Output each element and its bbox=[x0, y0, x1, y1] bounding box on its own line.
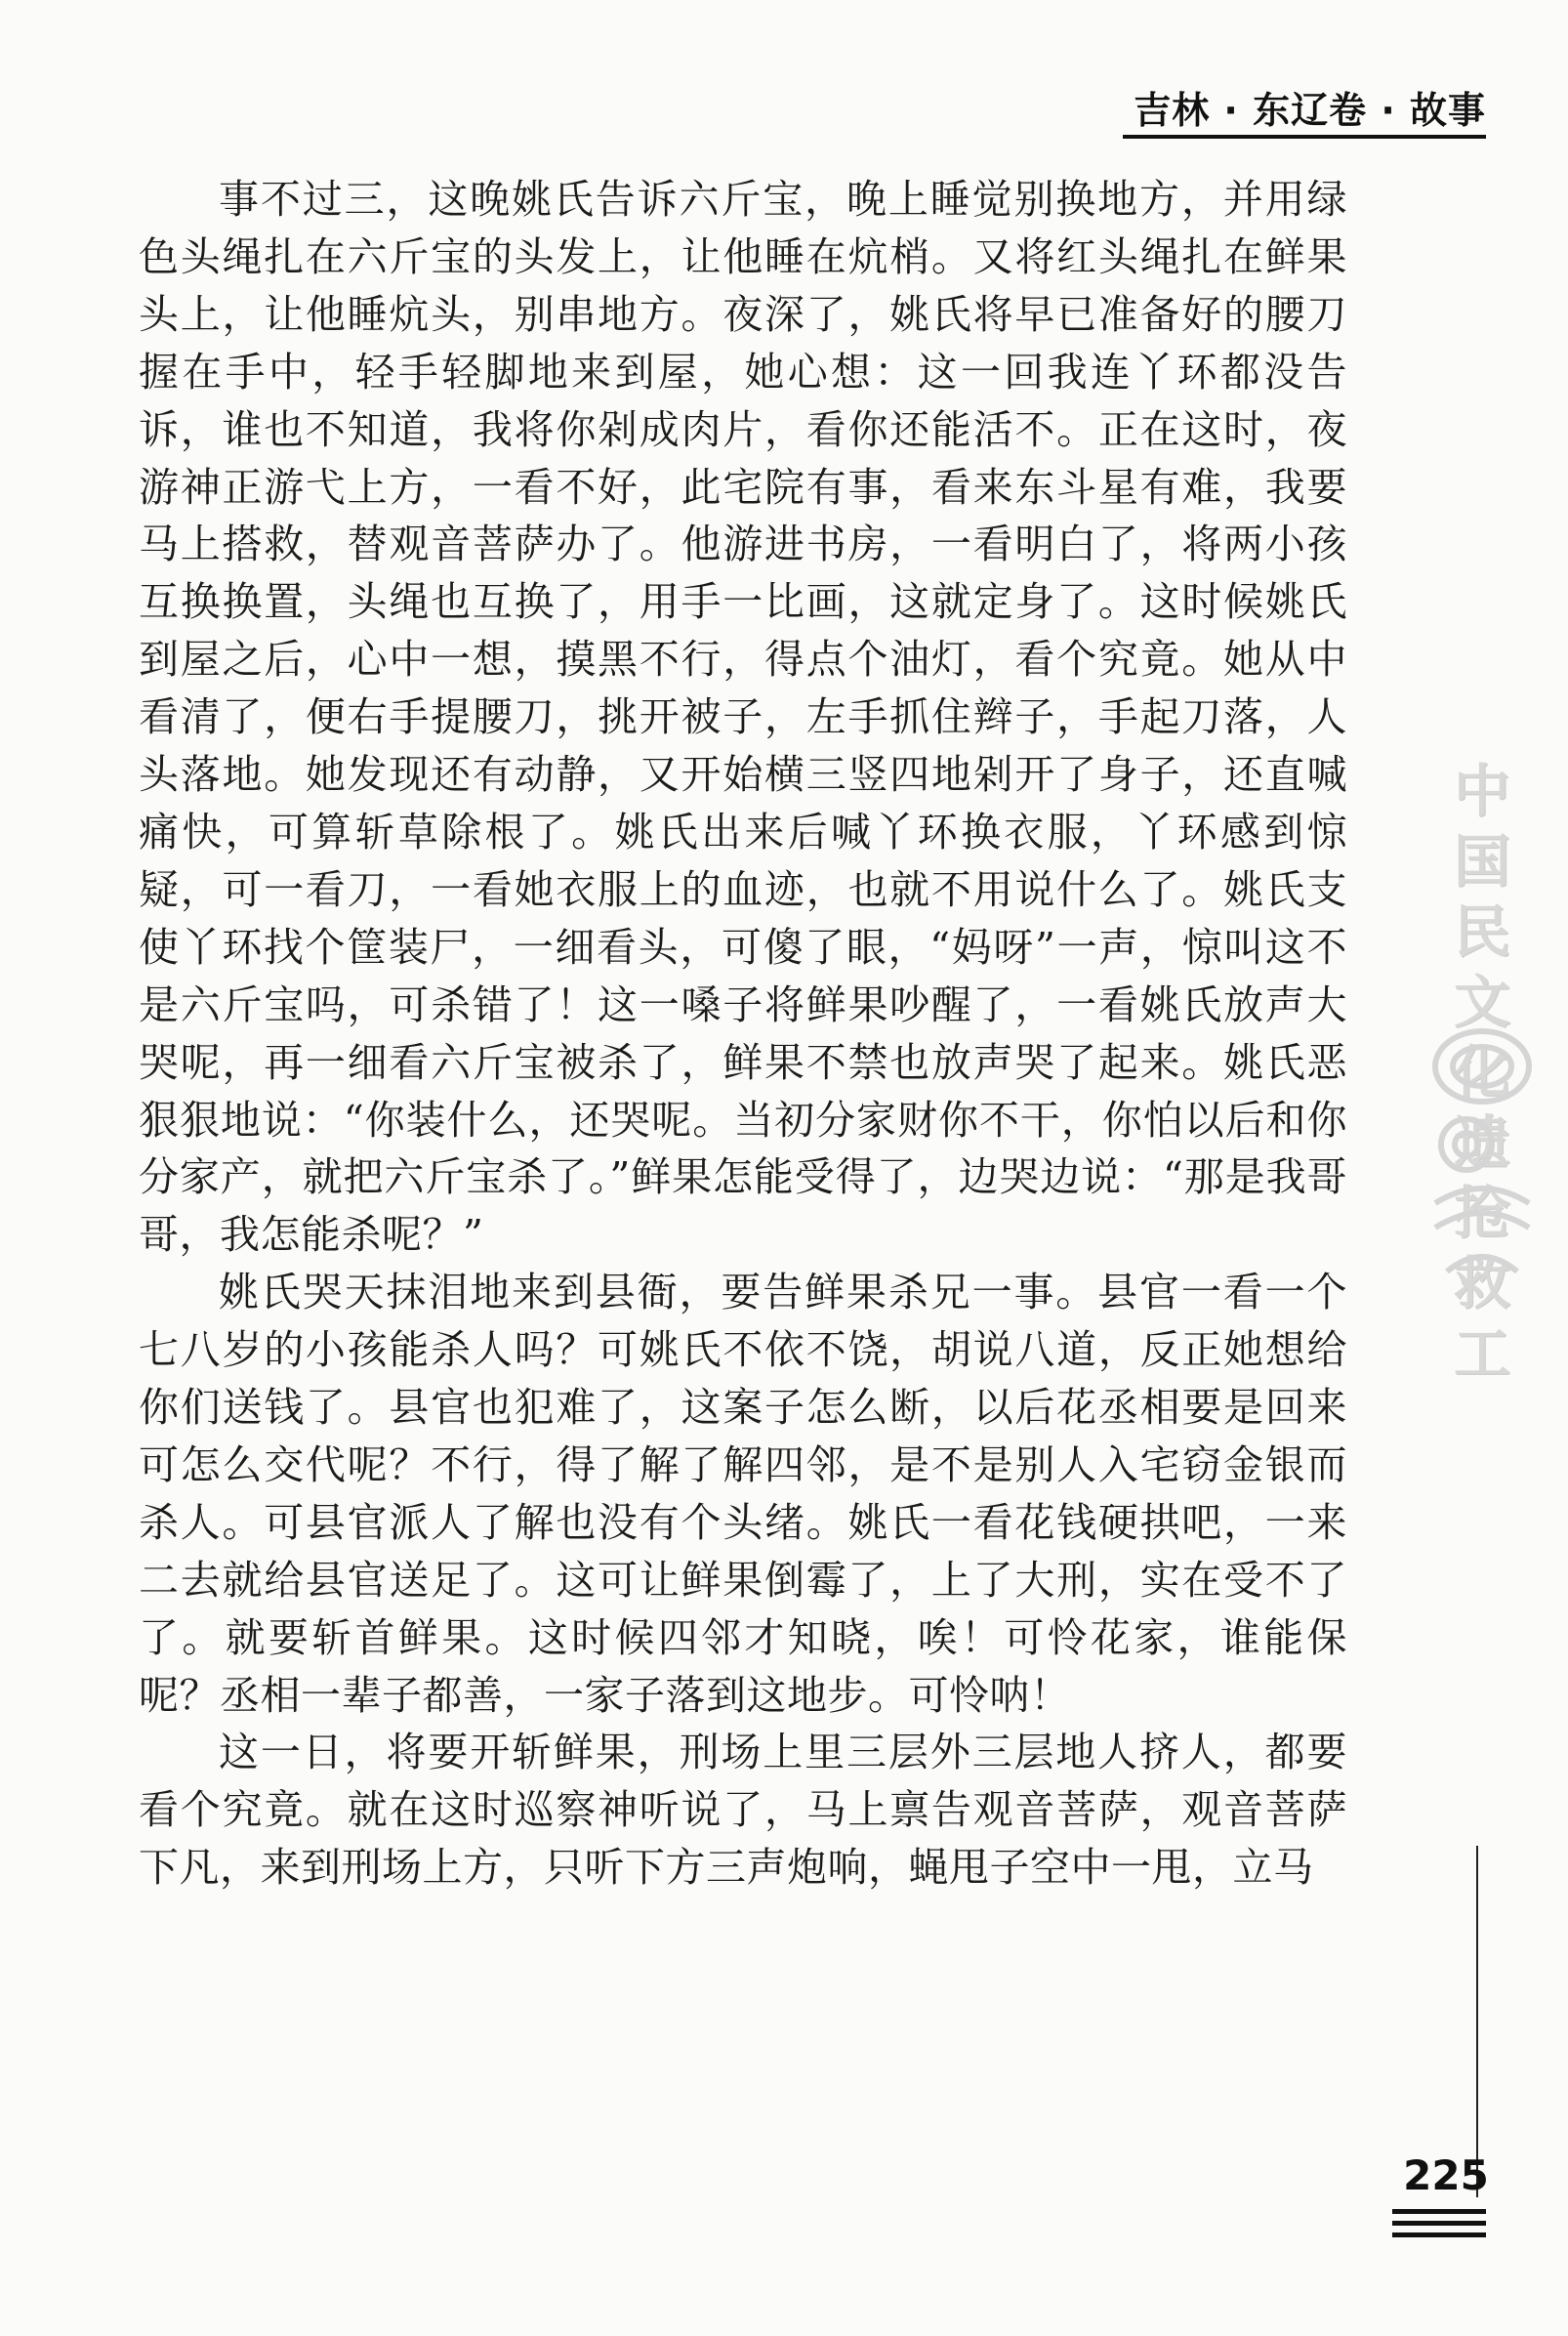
side-tab-line-2: 文化遗 bbox=[1453, 969, 1510, 1176]
paragraph-1: 事不过三，这晚姚氏告诉六斤宝，晚上睡觉别换地方，并用绿色头绳扎在六斤宝的头发上，让他睡在炕梢。又将红头绳扎在鲜果头上，让他睡炕头，别串地方。夜深了，姚氏将早已准备好的腰刀握在手中，轻手轻脚地来到屋，她心想：这一回我连丫环都没告诉，谁也不知道，我将你剁成肉片，看你还能活不。正在这时，夜游神正游弋上方，一看不好，此宅院有事，看来东斗星有难，我要马上搭救，替观音菩萨办了。他游进书房，一看明白了，将两小孩互换换置，头绳也互换了，用手一比画，这就定身了。这时候姚氏到屋之后，心中一想，摸黑不行，得点个油灯，看个究竟。她从中看清了，便右手提腰刀，挑开被子，左手抓住辫子，手起刀落，人头落地。她发现还有动静，又开始横三竖四地剁开了身子，还直喊痛快，可算斩草除根了。姚氏出来后喊丫环换衣服，丫环感到惊疑，可一看刀，一看她衣服上的血迹，也就不用说什么了。姚氏支使丫环找个筐装尸，一细看头，可傻了眼，“妈呀”一声，惊叫这不是六斤宝吗，可杀错了！这一嗓子将鲜果吵醒了，一看姚氏放声大哭呢，再一细看六斤宝被杀了，鲜果不禁也放声哭了起来。姚氏恶狠狠地说：“你装什么，还哭呢。当初分家财你不干，你怕以后和你分家产，就把六斤宝杀了。”鲜果怎能受得了，边哭边说：“那是我哥哥，我怎能杀呢？” bbox=[139, 176, 1347, 1259]
margin-rule bbox=[1476, 1846, 1478, 2197]
side-tab-line-3: 抢救工 bbox=[1453, 1180, 1510, 1387]
side-thumb-tab bbox=[1427, 734, 1537, 1387]
side-tab-line-1: 中国民 bbox=[1453, 758, 1510, 965]
header-rule bbox=[1123, 135, 1486, 139]
page-bar bbox=[1392, 2221, 1486, 2226]
page-bar bbox=[1392, 2209, 1486, 2214]
paragraph-3: 这一日，将要开斩鲜果，刑场上里三层外三层地人挤人，都要看个究竟。就在这时巡察神听说了，马上禀告观音菩萨，观音菩萨下凡，来到刑场上方，只听下方三声炮响，蝇甩子空中一甩，立马 bbox=[139, 1729, 1347, 1892]
page-bar bbox=[1392, 2232, 1486, 2237]
page-number: 225 bbox=[1403, 2151, 1489, 2199]
running-header: 吉林 · 东辽卷 · 故事 bbox=[1134, 89, 1486, 132]
paragraph-2: 姚氏哭天抹泪地来到县衙，要告鲜果杀兄一事。县官一看一个七八岁的小孩能杀人吗？可姚氏不依不饶，胡说八道，反正她想给你们送钱了。县官也犯难了，这案子怎么断，以后花丞相要是回来可怎么交代呢？不行，得了解了解四邻，是不是别人入宅窃金银而杀人。可县官派人了解也没有个头绪。姚氏一看花钱硬拱吧，一来二去就给县官送足了。这可让鲜果倒霉了，上了大刑，实在受不了了。就要斩首鲜果。这时候四邻才知晓，唉！可怜花家，谁能保呢？丞相一辈子都善，一家子落到这地步。可怜呐！ bbox=[139, 1269, 1347, 1719]
page-number-bars bbox=[1392, 2209, 1486, 2244]
mask-ornament-icon bbox=[1427, 1008, 1537, 1301]
body-text bbox=[139, 171, 1347, 1897]
